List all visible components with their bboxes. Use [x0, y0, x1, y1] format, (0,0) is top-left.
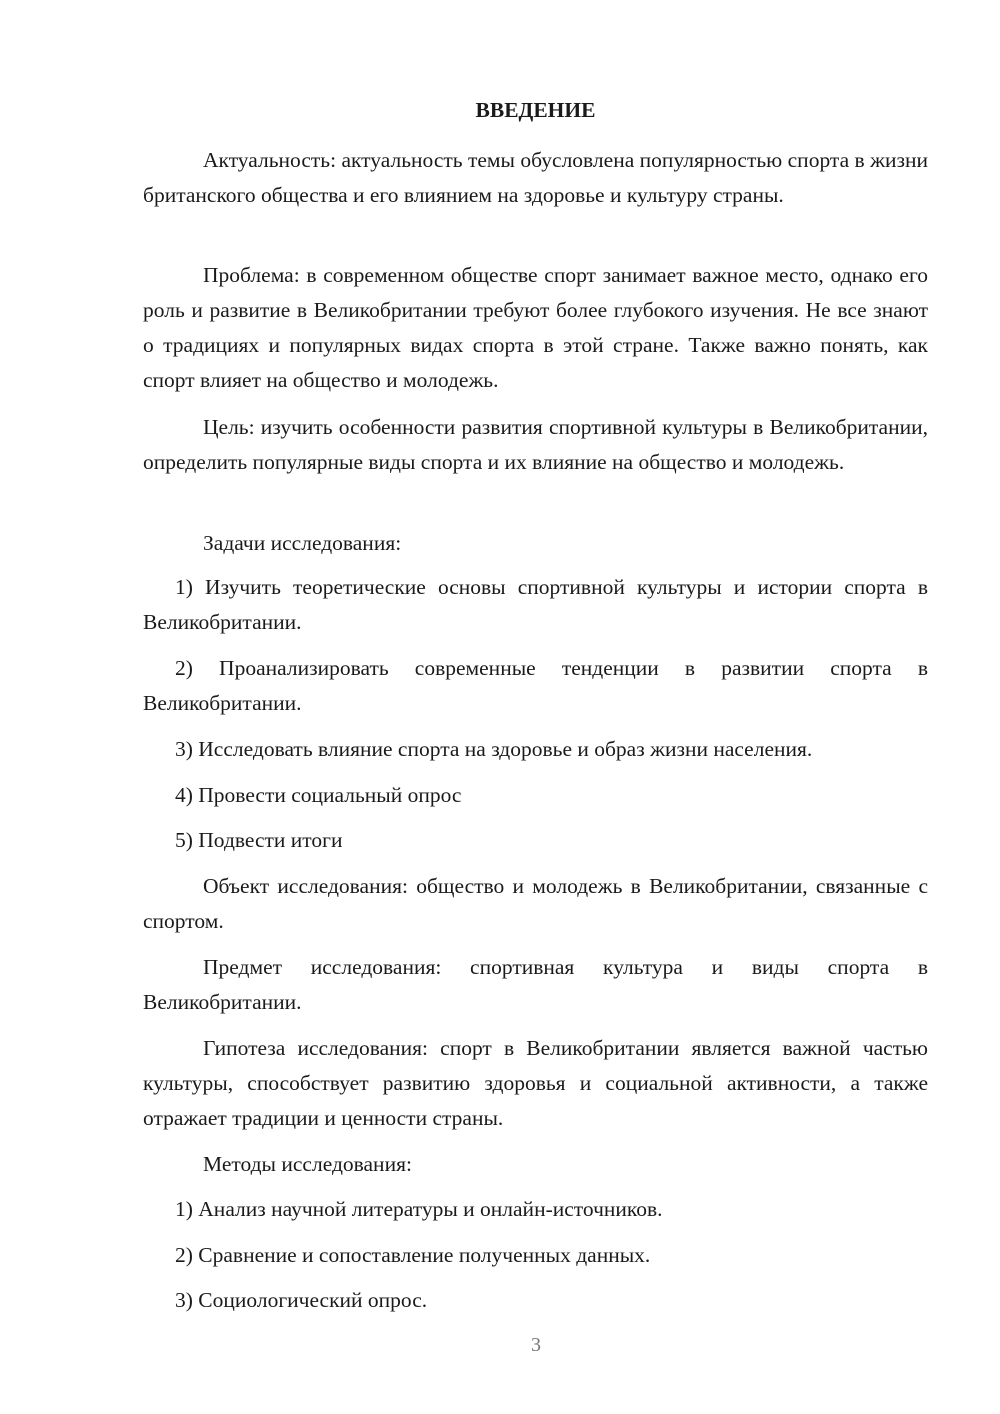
task-item-4: 4) Провести социальный опрос: [175, 783, 462, 807]
tasks-title: Задачи исследования:: [203, 531, 402, 555]
page-title: ВВЕДЕНИЕ: [475, 98, 596, 122]
task-item-2: 2) Проанализировать современные тенденции в развитии спорта в Великобритании.: [143, 656, 928, 715]
paragraph-relevance: Актуальность: актуальность темы обусловлена популярностью спорта в жизни британского общества и его влиянием на здоровье и культуру страны.: [143, 148, 928, 207]
method-item-3: 3) Социологический опрос.: [175, 1288, 428, 1312]
methods-title: Методы исследования:: [203, 1152, 412, 1176]
paragraph-object: Объект исследования: общество и молодежь в Великобритании, связанные с спортом.: [143, 874, 928, 933]
task-item-5: 5) Подвести итоги: [175, 828, 343, 852]
method-item-1: 1) Анализ научной литературы и онлайн-источников.: [175, 1197, 663, 1221]
method-item-2: 2) Сравнение и сопоставление полученных данных.: [175, 1243, 651, 1267]
task-item-1: 1) Изучить теоретические основы спортивной культуры и истории спорта в Великобритании.: [143, 575, 928, 634]
task-item-3: 3) Исследовать влияние спорта на здоровье и образ жизни населения.: [175, 737, 813, 761]
paragraph-goal: Цель: изучить особенности развития спортивной культуры в Великобритании, определить популярные виды спорта и их влияние на общество и молодежь.: [143, 415, 928, 474]
paragraph-subject: Предмет исследования: спортивная культура и виды спорта в Великобритании.: [143, 955, 928, 1014]
paragraph-hypothesis: Гипотеза исследования: спорт в Великобритании является важной частью культуры, способствует развитию здоровья и социальной активности, а также отражает традиции и ценности страны.: [143, 1036, 928, 1130]
page-number: 3: [531, 1334, 541, 1356]
paragraph-problem: Проблема: в современном обществе спорт занимает важное место, однако его роль и развитие в Великобритании требуют более глубокого изучения. Не все знают о традициях и популярных видах спорта в этой стране. Также важно понять, как спорт влияет на общество и молодежь.: [143, 263, 928, 392]
